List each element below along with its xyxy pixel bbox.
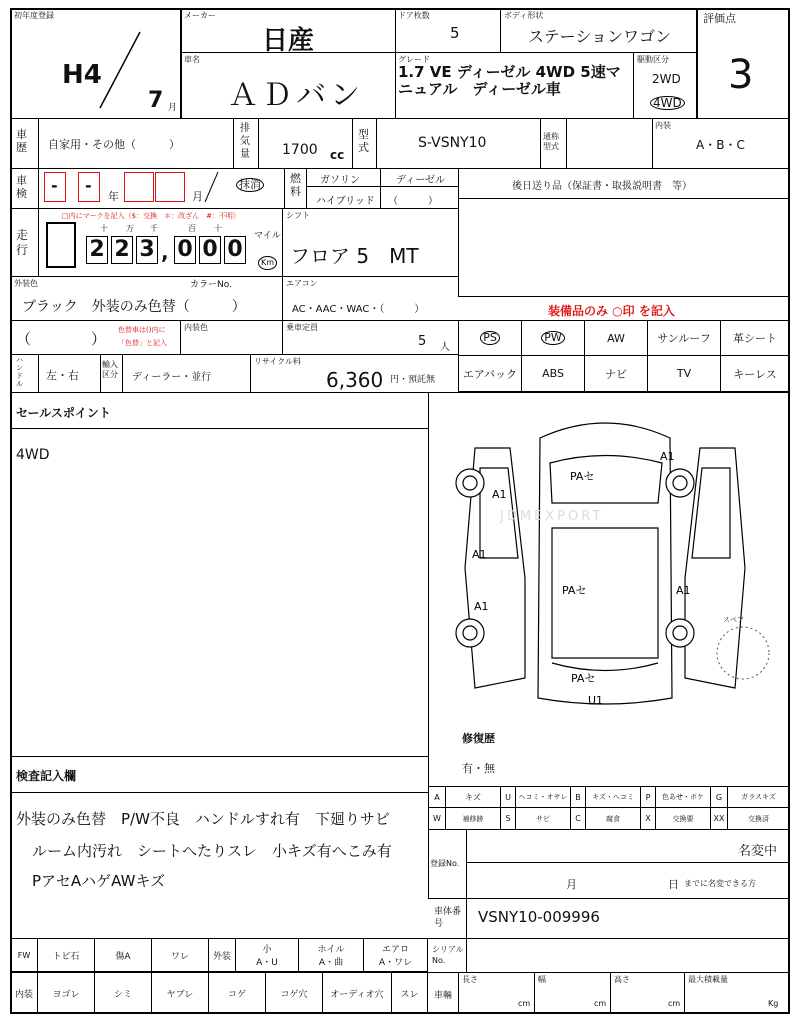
odo-unit-3: 千 (150, 224, 158, 233)
grade: 1.7 VE ディーゼル 4WD 5速マニュアル ディーゼル車 (398, 63, 621, 98)
chassis-label: 車体番号 (434, 907, 462, 929)
odo-digit-2: 2 (111, 236, 133, 264)
name-change: 名変中 (738, 844, 778, 859)
repair-value: 有・無 (462, 762, 495, 775)
mileage-note: □内にマークを記入（$：交換 ＊：改ざん #：不明） (62, 212, 240, 220)
capacity-label: 乗車定員 (286, 323, 318, 332)
equip-leather[interactable]: 革シート (720, 320, 790, 356)
deadline-day: 日 (668, 878, 679, 891)
aero-value: A・ワレ (378, 958, 413, 968)
legend-g: ガラスキズ (727, 786, 790, 808)
color-note-2: 「色替」と記入 (118, 339, 167, 347)
length-label: 長さ (462, 975, 478, 984)
odo-unit-1: 十 (100, 224, 108, 233)
odo-comma: , (161, 240, 169, 264)
registration-label: 登録No. (430, 859, 460, 868)
odo-unit-5: 十 (214, 224, 222, 233)
car-name-label: 車名 (184, 55, 200, 64)
length-unit: cm (518, 999, 531, 1008)
mark-9: U1 (588, 694, 604, 707)
mileage-label: 走行 (16, 228, 29, 257)
era-year: H4 (62, 60, 102, 90)
car-name: ＡＤバン (228, 78, 364, 113)
check-label: 検査記入欄 (16, 769, 77, 783)
legend-x-key: X (640, 807, 656, 830)
drive-2wd: 2WD (652, 72, 681, 86)
height-unit: cm (668, 999, 681, 1008)
sales-point-text: 4WD (16, 447, 50, 463)
maker: 日産 (262, 26, 315, 56)
legend-p: 色あせ・ボケ (655, 786, 711, 808)
ext-small (235, 938, 299, 972)
check-line-1: 外装のみ色替 P/W不良 ハンドルすれ有 下廻りサビ (16, 810, 390, 828)
height-label: 高さ (614, 975, 630, 984)
equipment-header: 装備品のみ ○印 を記入 (548, 304, 675, 318)
odo-unit-2: 万 (126, 224, 134, 233)
int-scuff: スレ (391, 972, 428, 1014)
first-reg-month-unit: 月 (168, 103, 178, 113)
legend-xx-key: XX (710, 807, 728, 830)
ext-small-value: A・U (256, 958, 278, 968)
equip-sunroof[interactable]: サンルーフ (647, 320, 721, 356)
bottom-row-1 (10, 938, 428, 972)
import-value: ディーラー・並行 (132, 372, 212, 383)
legend-a-key: A (428, 786, 446, 808)
odo-digit-3: 3 (136, 236, 158, 264)
mark-2: A1 (660, 450, 675, 463)
mark-5: PAセ (562, 584, 587, 597)
weight-label: 最大積載量 (688, 975, 728, 984)
aero-label: エアロ (381, 945, 409, 955)
body-type: ステーションワゴン (528, 27, 672, 46)
serial-label: シリアルNo. (432, 945, 464, 965)
interior-color-label: 内装色 (184, 323, 208, 332)
odo-digit-5: 0 (199, 236, 221, 264)
equip-ps-label: PS (480, 331, 500, 345)
legend-s: サビ (515, 807, 571, 830)
score-label: 評価点 (703, 12, 736, 25)
legend-p-key: P (640, 786, 656, 808)
equip-pw-label: PW (541, 331, 565, 345)
common-model-label: 通称型式 (543, 132, 559, 151)
mark-8: PAセ (571, 672, 596, 685)
drive-4wd-circle: 4WD (650, 96, 685, 110)
equip-keyless[interactable]: キーレス (720, 355, 790, 392)
odo-digit-6: 0 (224, 236, 246, 264)
km-unit (258, 256, 277, 270)
aircon-label: エアコン (286, 279, 318, 288)
watermark: JDMEXPORT (500, 509, 604, 524)
capacity: 5 (418, 334, 427, 349)
legend-w-key: W (428, 807, 446, 830)
legend-c-key: C (570, 807, 586, 830)
ext-wheel (298, 938, 364, 972)
exterior-color-label: 外装色 (14, 279, 38, 288)
fuel-hybrid: ハイブリッド (316, 196, 375, 207)
fuel-other: （ ） (388, 196, 438, 207)
body-label: ボディ形状 (504, 11, 544, 20)
legend-b: キズ・ヘコミ (585, 786, 641, 808)
inspection-slash (202, 170, 220, 204)
import-label: 輸入区分 (102, 360, 118, 379)
first-reg-month: 7 (148, 88, 164, 113)
wheel-label: ホイル (317, 945, 345, 955)
maker-label: メーカー (184, 11, 216, 20)
inspection-dash-1: - (51, 176, 58, 195)
legend-b-key: B (570, 786, 586, 808)
legend-s-key: S (500, 807, 516, 830)
expired-circle: 抹消 (236, 178, 264, 192)
inspection-dash-2: - (85, 176, 92, 195)
inspection-month-unit: 月 (192, 190, 203, 203)
equip-aw[interactable]: AW (584, 320, 648, 356)
color-no-label: カラーNo. (190, 280, 232, 290)
mark-6: A1 (676, 584, 691, 597)
km-circle: Km (258, 256, 277, 270)
mark-1: PAセ (570, 470, 595, 483)
odo-digit-4: 0 (174, 236, 196, 264)
bottom-row-2 (10, 972, 428, 1014)
equip-navi[interactable]: ナビ (584, 355, 648, 392)
legend-grid (428, 786, 790, 830)
equip-pw[interactable] (521, 320, 585, 356)
stone-chip: トビ石 (37, 938, 95, 972)
check-line-2: ルーム内汚れ シートへたりスレ 小キズ有へこみ有 (32, 842, 392, 860)
inspection-year-unit: 年 (108, 190, 119, 203)
handle-value: 左・右 (46, 369, 79, 382)
displacement-label: 排気量 (240, 123, 250, 160)
deadline-text: までに名変できる方 (684, 879, 756, 888)
ext-aero (363, 938, 428, 972)
legend-x: 交換要 (655, 807, 711, 830)
grade-label: グレード (398, 55, 430, 64)
int-dirt: ヨゴレ (37, 972, 95, 1014)
repair-label: 修復歴 (462, 732, 495, 745)
date-slash (95, 30, 145, 110)
fw-label: FW (10, 938, 38, 972)
equip-tv[interactable]: TV (647, 355, 721, 392)
deadline-month: 月 (566, 878, 577, 891)
width-label: 幅 (538, 975, 546, 984)
odo-unit-4: 百 (188, 224, 196, 233)
first-reg-label: 初年度登録 (14, 11, 54, 20)
legend-u-key: U (500, 786, 516, 808)
fuel-label-text: 燃料 (290, 172, 301, 198)
shift-label: シフト (286, 211, 310, 220)
legend-g-key: G (710, 786, 728, 808)
interior-grade: A・B・C (696, 138, 745, 152)
shift: フロア 5 MT (290, 244, 419, 268)
legend-c: 腐食 (585, 807, 641, 830)
later-items-label: 後日送り品（保証書・取扱説明書 等） (512, 181, 692, 192)
capacity-unit: 人 (440, 342, 450, 353)
doors: 5 (450, 24, 460, 42)
equip-abs[interactable]: ABS (521, 355, 585, 392)
inspection-label: 車検 (16, 174, 27, 200)
equip-ps[interactable] (458, 320, 522, 356)
spare-label: スペア (723, 616, 744, 624)
mileage-blank-box (46, 222, 76, 268)
equip-airbag[interactable]: エアバック (458, 355, 522, 392)
drive-label: 駆動区分 (637, 55, 669, 64)
crack: ワレ (151, 938, 209, 972)
int-burn-hole: コゲ穴 (265, 972, 323, 1014)
width-unit: cm (594, 999, 607, 1008)
aircon: AC・AAC・WAC・（ ） (292, 304, 425, 315)
history-label: 車歴 (16, 128, 27, 154)
int-tear: ヤブレ (151, 972, 209, 1014)
inspection-expired (236, 178, 264, 192)
model: S-VSNY10 (418, 135, 487, 151)
recycle-label: リサイクル料 (254, 357, 301, 366)
weight-unit: Kg (768, 999, 779, 1008)
vehicle-diagram (440, 408, 780, 708)
legend-w: 補修跡 (445, 807, 501, 830)
recycle-unit: 円・預託無 (390, 375, 436, 385)
model-label: 型式 (358, 128, 369, 154)
color-paren: （ ） (16, 330, 107, 348)
interior-label: 内装 (655, 121, 671, 130)
scratch-a: 傷A (94, 938, 152, 972)
wheel-value: A・曲 (318, 958, 344, 968)
exterior-color: ブラック 外装のみ色替（ ） (22, 299, 246, 315)
mark-4: A1 (472, 548, 487, 561)
score: 3 (728, 52, 754, 98)
sales-point-label: セールスポイント (16, 406, 111, 420)
legend-u: ヘコミ・オサレ (515, 786, 571, 808)
int-audio-hole: オーディオ穴 (322, 972, 392, 1014)
legend-a: キズ (445, 786, 501, 808)
chassis-number: VSNY10-009996 (478, 908, 600, 926)
int-stain: シミ (94, 972, 152, 1014)
displacement-unit: cc (330, 148, 345, 162)
fuel-gasoline: ガソリン (320, 175, 360, 186)
recycle-fee: 6,360 (326, 368, 384, 392)
drive-4wd (650, 96, 685, 110)
mile-unit: マイル (254, 231, 281, 241)
mark-3: A1 (492, 488, 507, 501)
check-line-3: PアセAハゲAWキズ (32, 872, 166, 890)
int-burn: コゲ (208, 972, 266, 1014)
dims-label: 車輛 (434, 991, 453, 1001)
equipment-grid (458, 320, 790, 392)
ext-small-label: 小 (262, 945, 272, 955)
int-label: 内装 (10, 972, 38, 1014)
fuel-diesel: ディーゼル (396, 175, 445, 186)
odo-digit-1: 2 (86, 236, 108, 264)
doors-label: ドア枚数 (398, 11, 430, 20)
handle-label: ハンドル (16, 356, 23, 388)
legend-xx: 交換済 (727, 807, 790, 830)
mark-7: A1 (474, 600, 489, 613)
history-value: 自家用・その他（ ） (48, 138, 180, 151)
color-note-1: 色替車は()内に (118, 326, 166, 334)
ext-label: 外装 (208, 938, 236, 972)
displacement: 1700 (282, 142, 318, 158)
